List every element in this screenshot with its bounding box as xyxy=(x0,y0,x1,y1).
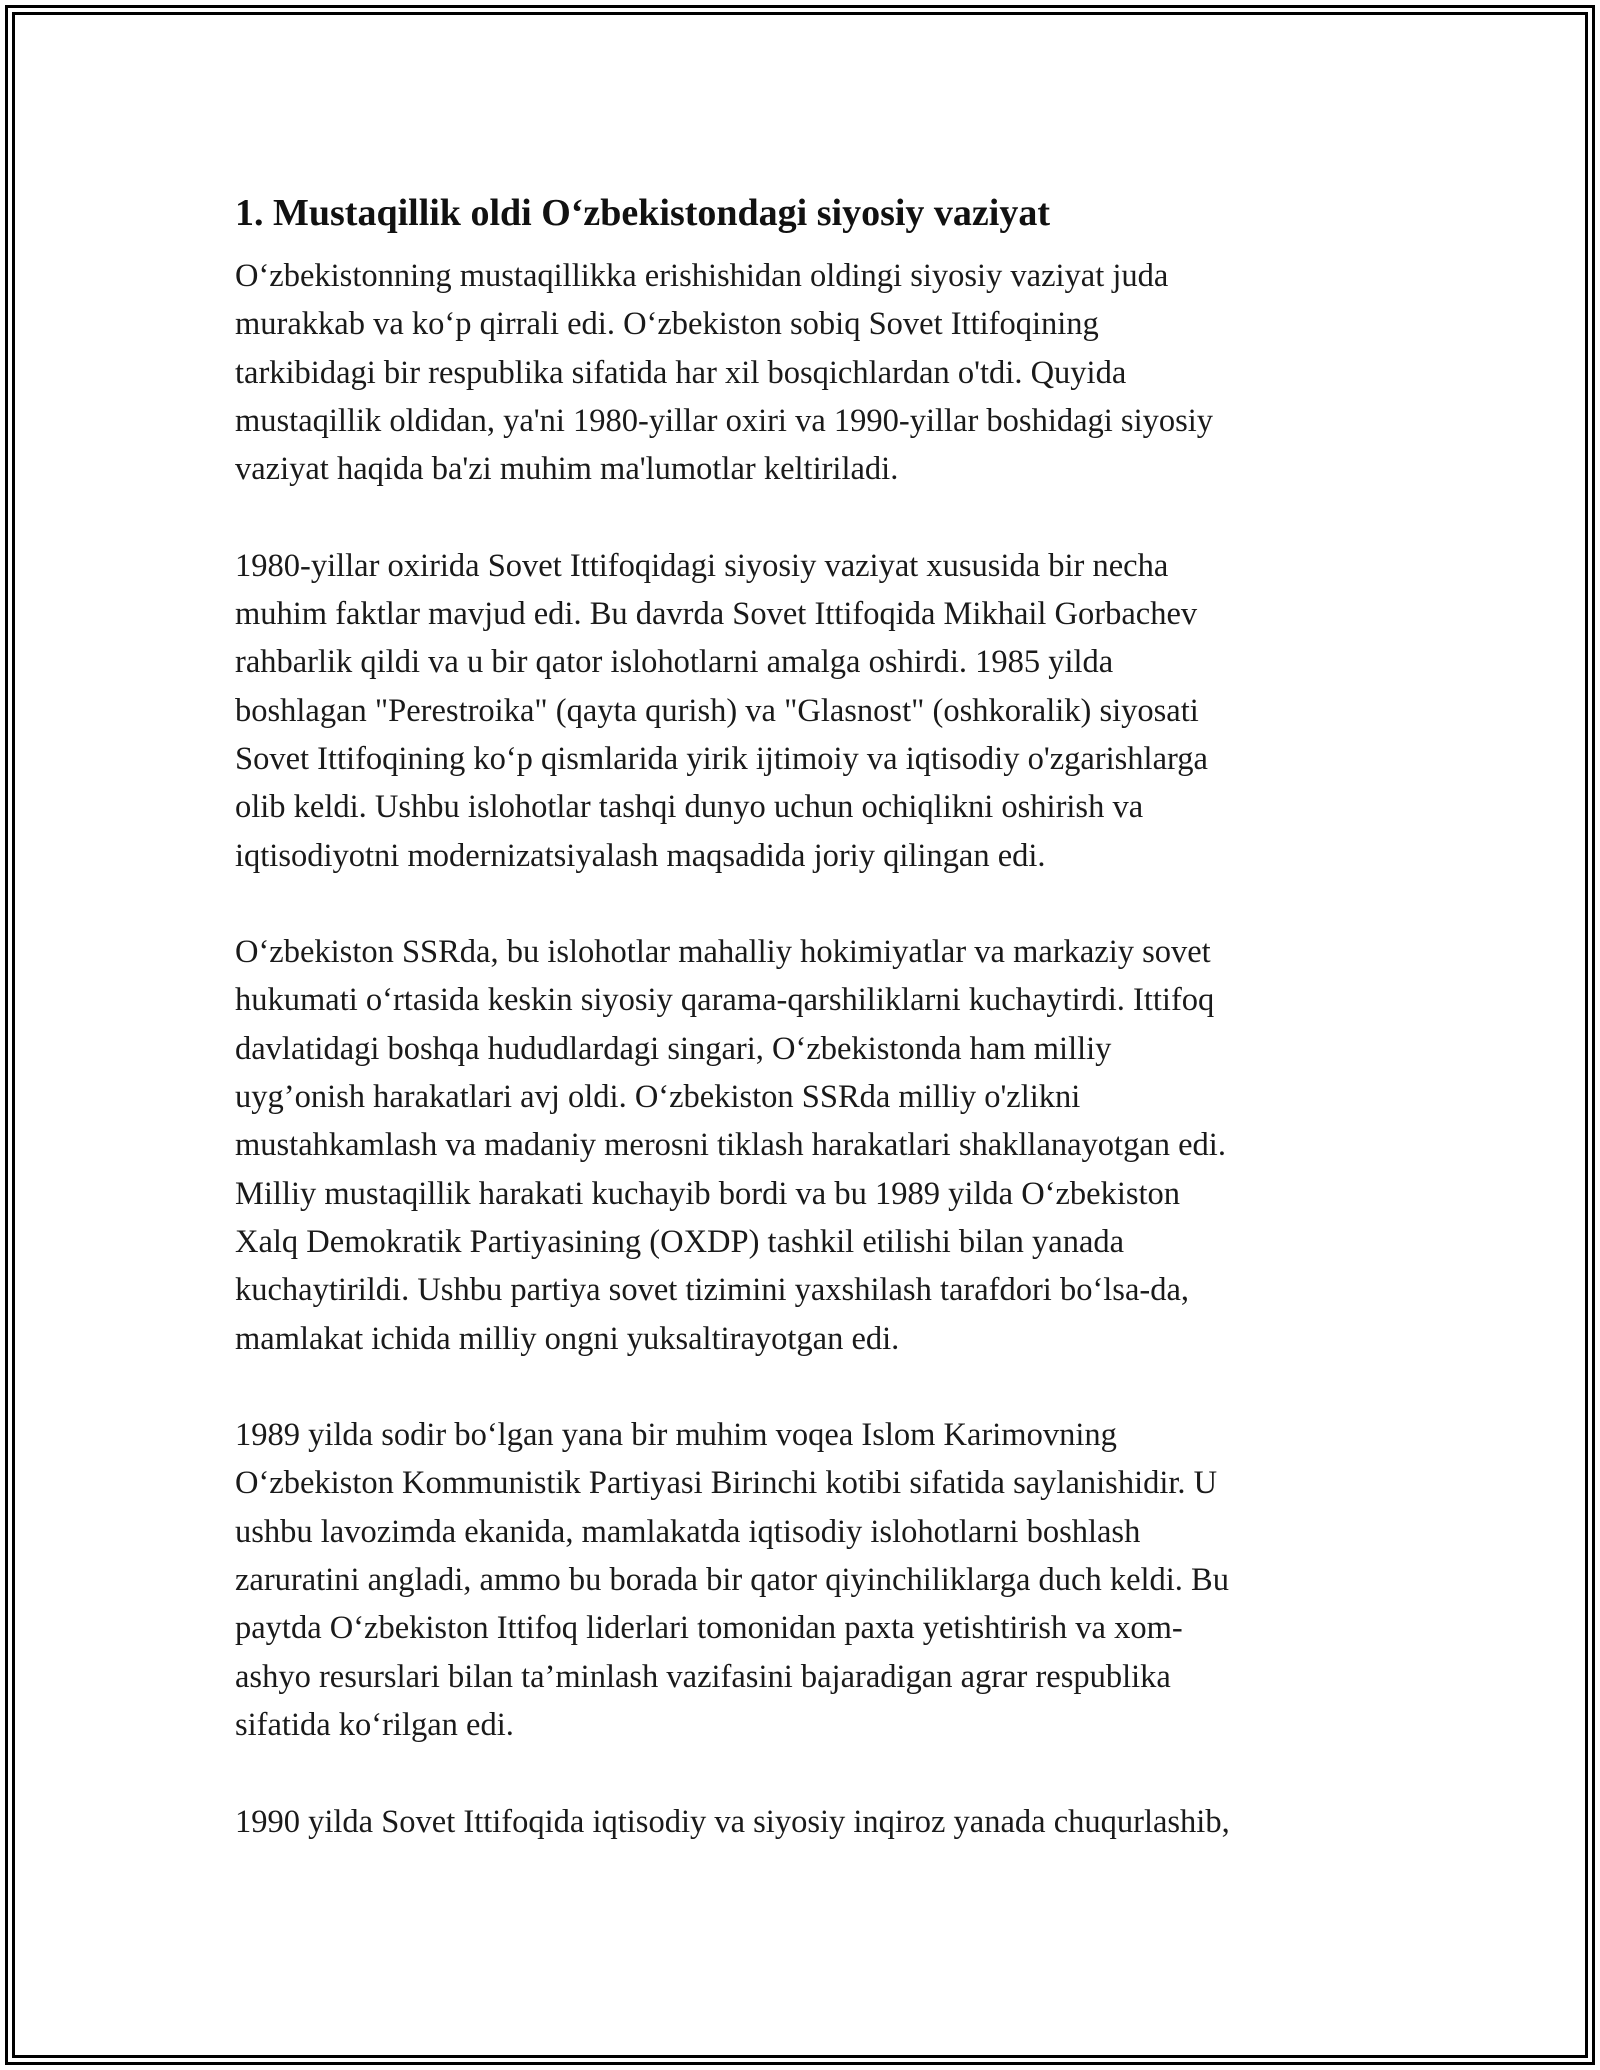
text-line: ushbu lavozimda ekanida, mamlakatda iqtisodiy islohotlarni boshlash xyxy=(235,1513,1141,1550)
text-line: uyg’onish harakatlari avj oldi. O‘zbekiston SSRda milliy o'zlikni xyxy=(235,1079,1081,1116)
text-line: 1989 yilda sodir bo‘lgan yana bir muhim voqea Islom Karimovning xyxy=(235,1417,1117,1454)
section-heading: 1. Mustaqillik oldi O‘zbekistondagi siyosiy vaziyat xyxy=(235,192,1050,234)
text-line: O‘zbekistonning mustaqillikka erishishidan oldingi siyosiy vaziyat juda xyxy=(235,258,1169,294)
text-line: murakkab va ko‘p qirrali edi. O‘zbekiston sobiq Sovet Ittifoqining xyxy=(235,306,1099,343)
text-line: Sovet Ittifoqining ko‘p qismlarida yirik ijtimoiy va iqtisodiy o'zgarishlarga xyxy=(235,740,1208,777)
paragraph xyxy=(235,1411,1365,1749)
text-line: ashyo resurslari bilan ta’minlash vazifasini bajaradigan agrar respublika xyxy=(235,1658,1171,1695)
text-line: O‘zbekiston Kommunistik Partiyasi Birinchi kotibi sifatida saylanishidir. U xyxy=(235,1465,1218,1502)
text-line: kuchaytirildi. Ushbu partiya sovet tizimini yaxshilash tarafdori bo‘lsa-da, xyxy=(235,1272,1190,1309)
text-line: olib keldi. Ushbu islohotlar tashqi dunyo uchun ochiqlikni oshirish va xyxy=(235,789,1144,826)
paragraph-container xyxy=(235,252,1365,1846)
text-line: Xalq Demokratik Partiyasining (OXDP) tashkil etilishi bilan yanada xyxy=(235,1223,1125,1260)
text-line: O‘zbekiston SSRda, bu islohotlar mahalliy hokimiyatlar va markaziy sovet xyxy=(235,934,1211,971)
text-line: 1990 yilda Sovet Ittifoqida iqtisodiy va siyosiy inqiroz yanada chuqurlashib, xyxy=(235,1803,1230,1840)
text-line: hukumati o‘rtasida keskin siyosiy qarama-qarshiliklarni kuchaytirdi. Ittifoq xyxy=(235,982,1215,1019)
paragraph xyxy=(235,252,1365,493)
document-body xyxy=(235,188,1365,1894)
paragraph xyxy=(235,1798,1365,1846)
text-line: rahbarlik qildi va u bir qator islohotlarni amalga oshirdi. 1985 yilda xyxy=(235,644,1114,681)
text-line: mustahkamlash va madaniy merosni tiklash harakatlari shakllanayotgan edi. xyxy=(235,1127,1226,1164)
text-line: davlatidagi boshqa hududlardagi singari, O‘zbekistonda ham milliy xyxy=(235,1030,1112,1067)
text-line: paytda O‘zbekiston Ittifoq liderlari tomonidan paxta yetishtirish va xom- xyxy=(235,1610,1183,1647)
text-line: sifatida ko‘rilgan edi. xyxy=(235,1706,514,1743)
text-line: boshlagan "Perestroika" (qayta qurish) va "Glasnost" (oshkoralik) siyosati xyxy=(235,692,1199,729)
paragraph xyxy=(235,542,1365,880)
text-line: vaziyat haqida ba'zi muhim ma'lumotlar keltiriladi. xyxy=(235,451,899,488)
text-line: Milliy mustaqillik harakati kuchayib bordi va bu 1989 yilda O‘zbekiston xyxy=(235,1175,1181,1212)
text-line: iqtisodiyotni modernizatsiyalash maqsadida joriy qilingan edi. xyxy=(235,837,1046,874)
text-line: tarkibidagi bir respublika sifatida har xil bosqichlardan o'tdi. Quyida xyxy=(235,354,1127,391)
text-line: zaruratini angladi, ammo bu borada bir qator qiyinchiliklarga duch keldi. Bu xyxy=(235,1562,1229,1599)
paragraph xyxy=(235,928,1365,1363)
text-line: mamlakat ichida milliy ongni yuksaltirayotgan edi. xyxy=(235,1320,900,1357)
text-line: muhim faktlar mavjud edi. Bu davrda Sovet Ittifoqida Mikhail Gorbachev xyxy=(235,596,1198,633)
text-line: 1980-yillar oxirida Sovet Ittifoqidagi siyosiy vaziyat xususida bir necha xyxy=(235,547,1169,584)
text-line: mustaqillik oldidan, ya'ni 1980-yillar oxiri va 1990-yillar boshidagi siyosiy xyxy=(235,402,1214,439)
